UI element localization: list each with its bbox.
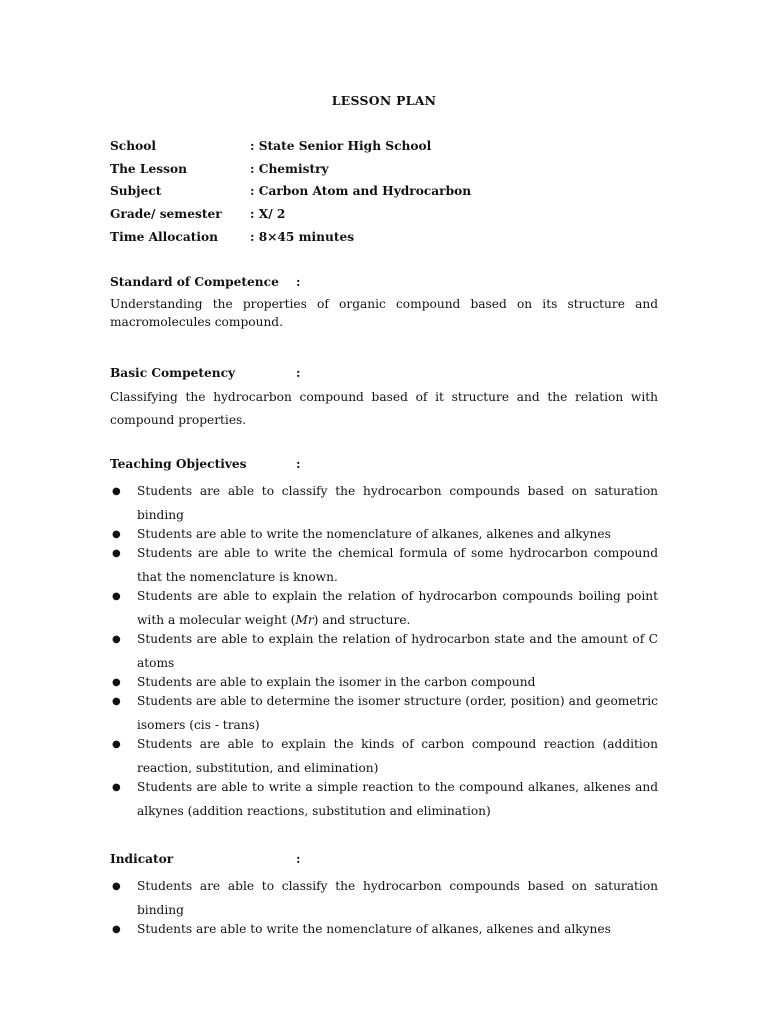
list-item-text: Students are able to determine the isomer structure (order, position) and geometric isomers (cis - trans)	[137, 694, 658, 732]
indicator-heading	[110, 850, 658, 875]
standard-heading	[110, 273, 658, 295]
heading-colon: :	[296, 457, 301, 471]
bullet-icon: ●	[112, 486, 121, 497]
list-item	[110, 918, 658, 942]
list-item	[110, 480, 658, 527]
info-row-school	[110, 137, 471, 160]
list-item	[110, 542, 658, 589]
bullet-icon: ●	[112, 881, 121, 892]
basic-section	[110, 364, 658, 431]
heading-label: Teaching Objectives	[110, 457, 247, 471]
info-row-lesson	[110, 160, 471, 183]
list-item-text: Students are able to classify the hydrocarbon compounds based on saturation binding	[137, 879, 658, 917]
info-value: : State Senior High School	[250, 139, 432, 153]
info-value: : Carbon Atom and Hydrocarbon	[250, 184, 472, 199]
heading-colon: :	[296, 275, 301, 289]
list-item	[110, 585, 658, 632]
bullet-icon: ●	[112, 782, 121, 794]
heading-label: Basic Competency	[110, 366, 236, 380]
list-item	[110, 875, 658, 922]
bullet-icon: ●	[112, 677, 121, 689]
standard-section	[110, 273, 658, 332]
list-item-text: Students are able to classify the hydrocarbon compounds based on saturation binding	[137, 484, 658, 522]
indicator-list	[110, 875, 658, 941]
list-item-text: Students are able to explain the kinds of carbon compound reaction (addition reaction, substitution, and elimination)	[137, 737, 658, 775]
list-item-text: Students are able to write the nomenclature of alkanes, alkenes and alkynes	[137, 921, 611, 936]
info-label: Subject	[110, 184, 162, 199]
indicator-section	[110, 850, 658, 937]
basic-heading	[110, 364, 658, 386]
list-item	[110, 628, 658, 675]
info-label: Time Allocation	[110, 229, 219, 244]
bullet-icon: ●	[112, 634, 121, 646]
heading-colon: :	[296, 366, 301, 380]
info-label: The Lesson	[110, 161, 187, 176]
info-value: : X/ 2	[250, 207, 286, 222]
info-row-time	[110, 228, 471, 251]
bullet-icon: ●	[112, 923, 121, 935]
list-item-text: Students are able to explain the relation of hydrocarbon compounds boiling point with a molecular weight (Mr) and structure.	[137, 589, 658, 627]
list-item	[110, 690, 658, 737]
bullet-icon: ●	[112, 548, 121, 560]
info-table	[110, 137, 471, 250]
document-title: LESSON PLAN	[331, 93, 437, 108]
heading-colon: :	[296, 852, 301, 866]
bullet-icon: ●	[112, 739, 121, 751]
list-item-text: Students are able to write the chemical formula of some hydrocarbon compound that the nomenclature is known.	[137, 546, 658, 584]
list-item-text: Students are able to write a simple reaction to the compound alkanes, alkenes and alkynes (addition reactions, substitution and elimination)	[137, 780, 658, 818]
objectives-section	[110, 455, 658, 819]
heading-label: Standard of Competence	[110, 275, 279, 289]
info-label: Grade/ semester	[110, 207, 222, 222]
standard-text: Understanding the properties of organic compound based on its structure and macromolecules compound.	[110, 297, 658, 330]
info-value: : Chemistry	[250, 161, 329, 176]
info-row-subject	[110, 182, 471, 205]
objectives-heading	[110, 455, 658, 480]
basic-text: Classifying the hydrocarbon compound based of it structure and the relation with compound properties.	[110, 390, 658, 427]
bullet-icon: ●	[112, 591, 121, 603]
heading-label: Indicator	[110, 852, 174, 866]
info-value: : 8×45 minutes	[250, 229, 355, 244]
list-item	[110, 776, 658, 823]
list-item-text: Students are able to write the nomenclature of alkanes, alkenes and alkynes	[137, 526, 611, 541]
list-item-text: Students are able to explain the relation of hydrocarbon state and the amount of C atoms	[137, 632, 658, 670]
info-label: School	[110, 139, 156, 153]
info-row-grade	[110, 205, 471, 228]
bullet-icon: ●	[112, 696, 121, 708]
list-item-text: Students are able to explain the isomer in the carbon compound	[137, 675, 536, 690]
list-item	[110, 733, 658, 780]
bullet-icon: ●	[112, 528, 121, 540]
objectives-list	[110, 480, 658, 823]
